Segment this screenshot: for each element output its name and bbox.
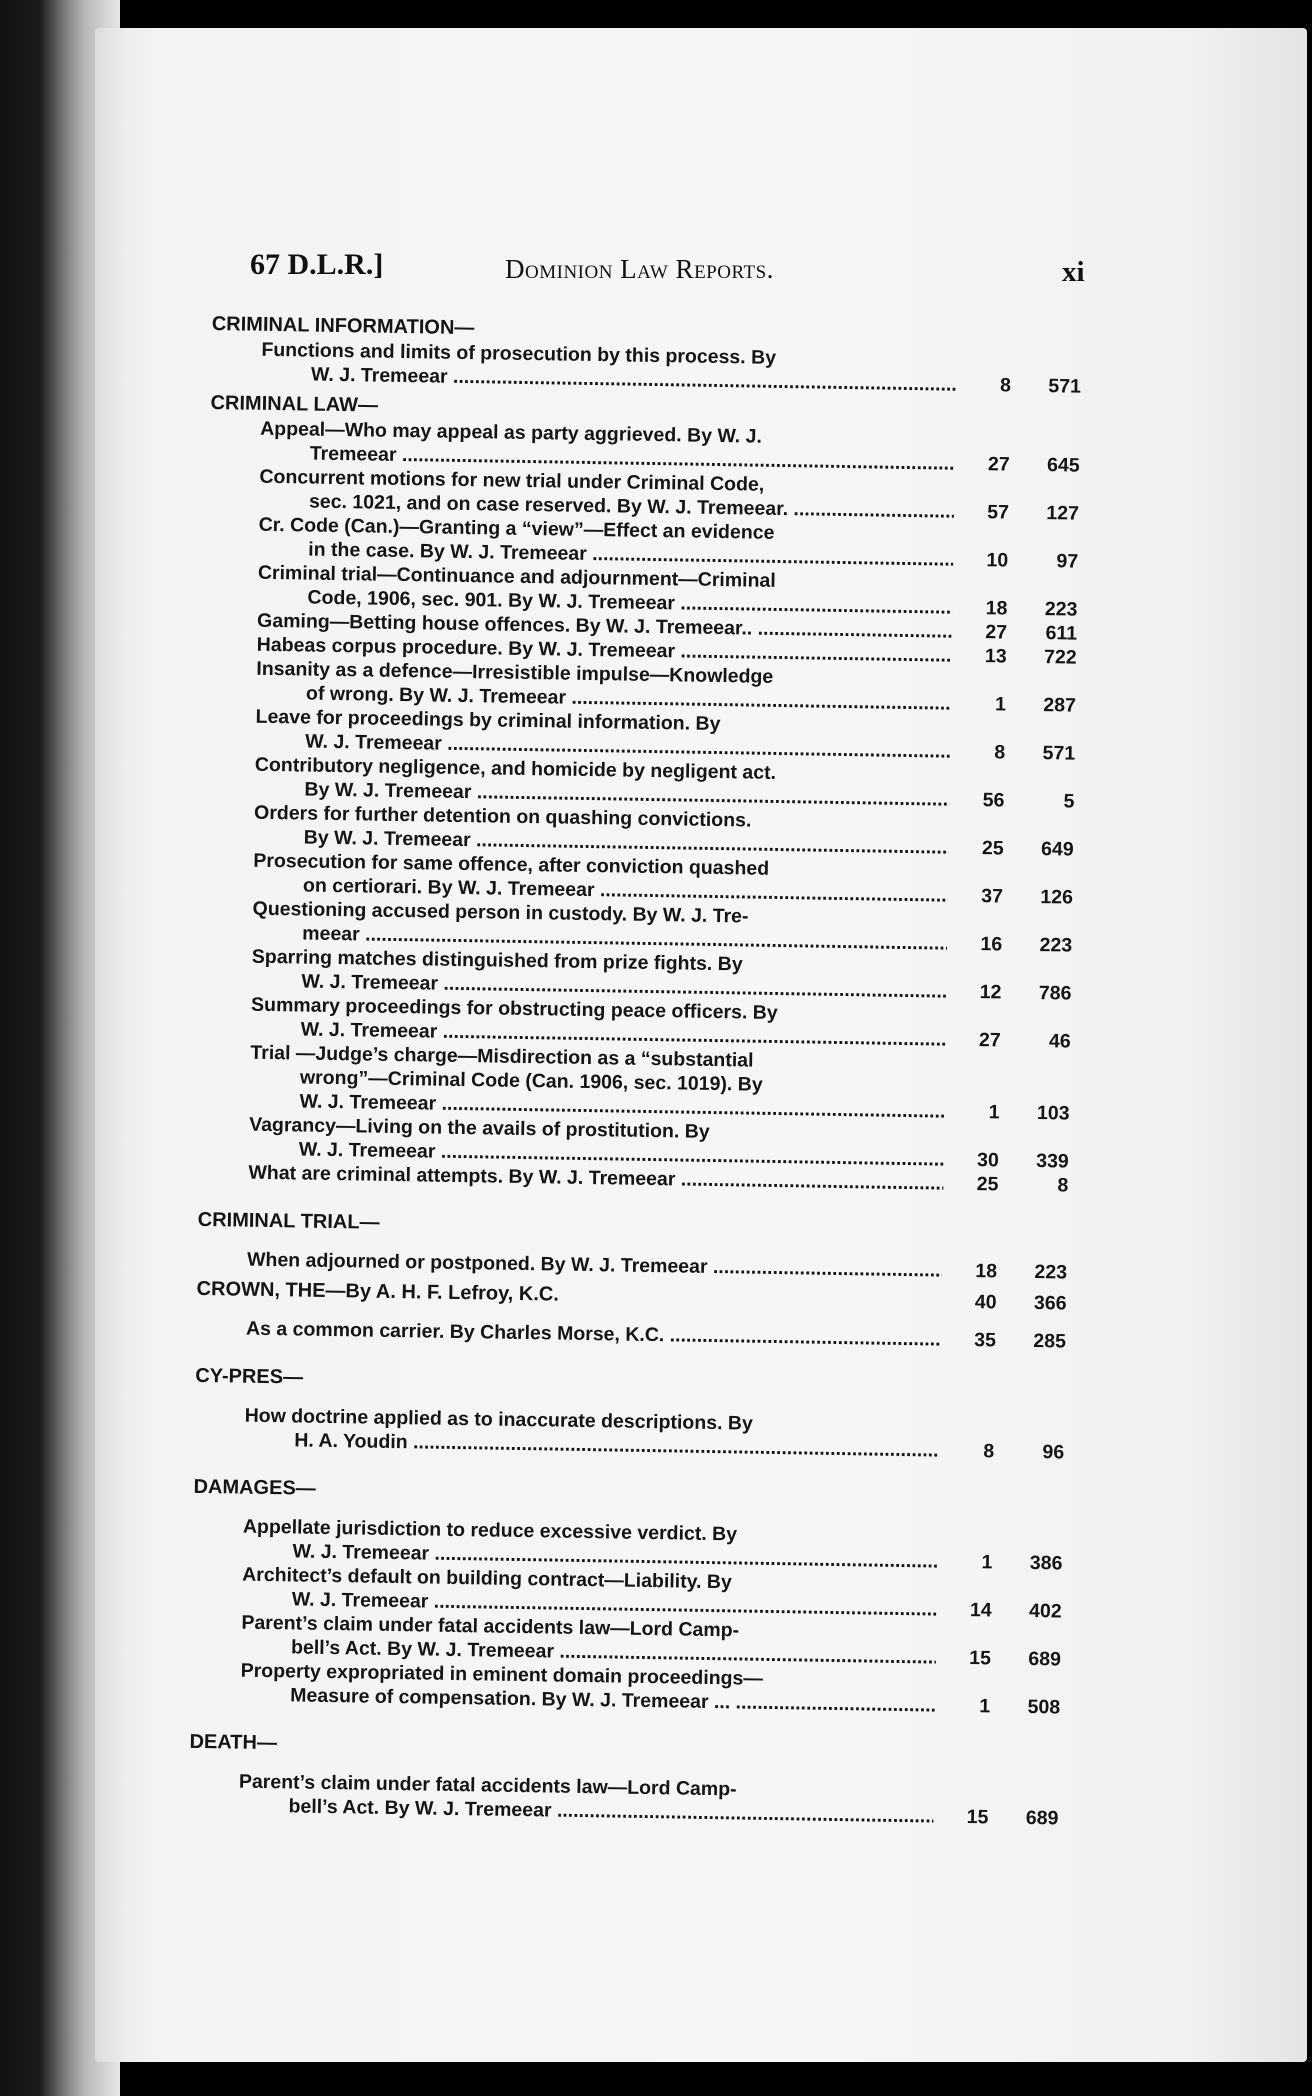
index-heading: CRIMINAL TRIAL—	[197, 1208, 380, 1234]
citation-volume: 27	[985, 621, 1008, 644]
citation-volume: 1	[994, 693, 1007, 716]
entry-citation	[946, 1328, 1076, 1354]
citation-volume: 1	[981, 1551, 993, 1574]
entry-continuation-2: W. J. Tremeear .....	[249, 1089, 944, 1124]
entry-continuation: on certiorari. By W. J. Tremeear .....	[253, 873, 948, 908]
index-heading: CRIMINAL LAW—	[210, 391, 379, 417]
entry-citation	[953, 884, 1083, 910]
citation-page: 8	[1057, 1174, 1069, 1197]
entry-citation	[952, 932, 1082, 958]
entry-text: Criminal trial—Continuance and adjournment—Criminal	[257, 561, 776, 592]
citation-volume: 8	[994, 741, 1006, 764]
entry-continuation: meear .....	[252, 921, 947, 956]
entry-text: Property expropriated in eminent domain proceedings—	[240, 1659, 764, 1690]
citation-volume: 1	[979, 1695, 991, 1718]
citation-page: 689	[1028, 1647, 1062, 1671]
entry-text: Cr. Code (Can.)—Granting a “view”—Effect an evidence	[258, 513, 775, 544]
entry-citation	[942, 1598, 1072, 1624]
citation-volume: 16	[980, 933, 1003, 956]
entry-citation	[957, 620, 1087, 646]
entry-continuation: W. J. Tremeear .....	[261, 362, 956, 397]
citation-page: 46	[1048, 1030, 1071, 1053]
entry-text: Functions and limits of prosecution by this process. By	[261, 338, 777, 369]
citation-page: 649	[1040, 838, 1074, 861]
entry-citation	[955, 740, 1085, 766]
entry-continuation: wrong”—Criminal Code (Can. 1906, sec. 1019). By	[299, 1066, 763, 1096]
index-heading: CROWN, THE—By A. H. F. Lefroy, K.C.	[196, 1277, 560, 1306]
entry-continuation: Measure of compensation. By W. J. Tremeear ... .....	[240, 1683, 935, 1718]
citation-volume: 27	[978, 1029, 1001, 1052]
entry-continuation: W. J. Tremeear .....	[255, 729, 950, 764]
citation-page: 223	[1034, 1261, 1068, 1284]
citation-volume: 57	[987, 501, 1010, 524]
entry-continuation: bell’s Act. By W. J. Tremeear .....	[238, 1794, 933, 1829]
citation-volume: 14	[969, 1599, 992, 1622]
entry-continuation: W. J. Tremeear .....	[249, 1137, 944, 1172]
entry-text: Trial —Judge’s charge—Misdirection as a “substantial	[250, 1041, 754, 1072]
entry-continuation: Tremeear .....	[260, 441, 955, 476]
entry-citation	[940, 1694, 1070, 1720]
citation-page: 97	[1056, 550, 1079, 573]
entry-citation	[960, 452, 1090, 478]
citation-volume: 1	[988, 1101, 1000, 1124]
index-heading: DAMAGES—	[193, 1475, 316, 1500]
entry-continuation: W. J. Tremeear .....	[251, 1017, 946, 1052]
entry-continuation: of wrong. By W. J. Tremeear .....	[256, 681, 951, 716]
citation-volume: 25	[976, 1173, 999, 1196]
entry-text: How doctrine applied as to inaccurate descriptions. By	[244, 1404, 753, 1435]
entry-citation	[949, 1148, 1079, 1174]
citation-page: 386	[1029, 1552, 1063, 1575]
running-header	[250, 248, 1100, 294]
entry-citation	[948, 1172, 1078, 1198]
citation-page: 287	[1043, 694, 1077, 717]
entry-citation	[938, 1805, 1068, 1831]
entry-text: Architect’s default on building contract—Liability. By	[241, 1563, 733, 1594]
index-heading: CY-PRES—	[195, 1364, 304, 1389]
index-entry	[199, 1040, 1080, 1126]
entry-text: Gaming—Betting house offences. By W. J. Tremeear.. .....	[257, 609, 952, 644]
entry-continuation: Code, 1906, sec. 901. By W. J. Tremeear .....	[257, 585, 952, 620]
citation-page: 339	[1036, 1150, 1069, 1173]
citation-volume: 18	[985, 597, 1008, 620]
citation-page: 366	[1033, 1292, 1067, 1315]
entry-continuation: By W. J. Tremeear .....	[254, 777, 949, 812]
publication-title: Dominion Law Reports.	[505, 254, 774, 284]
entry-text: Parent’s claim under fatal accidents law—Lord Camp-	[241, 1611, 740, 1642]
citation-page: 126	[1040, 886, 1074, 909]
entry-citation	[957, 596, 1087, 622]
entry-text: Contributory negligence, and homicide by negligent act.	[254, 753, 777, 784]
entry-text: Summary proceedings for obstructing peace officers. By	[250, 993, 778, 1024]
index-body	[188, 312, 1092, 1831]
entry-citation	[949, 1100, 1079, 1126]
entry-text: Appeal—Who may appeal as party aggrieved. By W. J.	[259, 417, 763, 448]
volume-reference: 67 D.L.R.]	[250, 248, 384, 281]
citation-page: 127	[1046, 502, 1080, 525]
entry-citation	[947, 1259, 1077, 1285]
citation-volume: 25	[981, 837, 1004, 860]
entry-text: Insanity as a defence—Irresistible impulse—Knowledge	[256, 657, 774, 688]
entry-citation	[941, 1646, 1071, 1672]
citation-volume: 8	[983, 1440, 995, 1463]
citation-volume: 35	[974, 1329, 997, 1352]
entry-citation	[959, 500, 1089, 526]
citation-page: 571	[1042, 742, 1076, 765]
entry-citation	[956, 692, 1086, 718]
citation-page: 103	[1036, 1102, 1070, 1125]
citation-page: 722	[1043, 646, 1077, 669]
entry-text: Vagrancy—Living on the avails of prostitution. By	[249, 1113, 710, 1143]
citation-volume: 15	[969, 1647, 992, 1670]
citation-volume: 27	[987, 453, 1010, 476]
entry-continuation: sec. 1021, and on case reserved. By W. J. Tremeear. .....	[259, 489, 954, 524]
entry-citation	[954, 788, 1084, 814]
entry-text: As a common carrier. By Charles Morse, K.C. .....	[246, 1317, 941, 1352]
citation-page: 571	[1048, 375, 1082, 398]
entry-citation	[951, 980, 1081, 1006]
entry-citation	[953, 836, 1083, 862]
citation-volume: 8	[999, 374, 1012, 397]
entry-text: When adjourned or postponed. By W. J. Tremeear .....	[247, 1248, 942, 1283]
entry-text: Concurrent motions for new trial under Criminal Code,	[259, 465, 765, 496]
index-heading: CRIMINAL INFORMATION—	[211, 312, 475, 340]
citation-volume: 30	[976, 1149, 999, 1172]
entry-text: Orders for further detention on quashing convictions.	[253, 801, 752, 832]
citation-page: 786	[1038, 982, 1072, 1005]
citation-page: 645	[1046, 454, 1080, 477]
citation-volume: 10	[986, 549, 1009, 572]
citation-page: 508	[1027, 1695, 1061, 1719]
citation-page: 96	[1042, 1441, 1065, 1464]
citation-volume: 15	[966, 1806, 989, 1829]
entry-continuation: W. J. Tremeear .....	[251, 969, 946, 1004]
entry-citation	[961, 373, 1091, 399]
citation-volume: 12	[979, 981, 1002, 1004]
entry-citation	[958, 548, 1088, 574]
citation-volume: 56	[982, 789, 1005, 812]
entry-text: Leave for proceedings by criminal information. By	[255, 705, 721, 736]
citation-page: 402	[1028, 1599, 1062, 1623]
citation-volume: 37	[981, 885, 1004, 908]
entry-citation	[942, 1550, 1072, 1576]
citation-volume: 40	[974, 1291, 997, 1314]
entry-citation	[944, 1439, 1074, 1465]
citation-page: 223	[1039, 934, 1073, 957]
entry-continuation: W. J. Tremeear .....	[242, 1587, 937, 1622]
entry-continuation: By W. J. Tremeear .....	[254, 825, 949, 860]
index-heading: DEATH—	[189, 1730, 278, 1755]
entry-citation	[957, 644, 1087, 670]
heading-citation	[946, 1290, 1076, 1316]
entry-continuation: H. A. Youdin .....	[244, 1428, 939, 1463]
citation-page: 689	[1025, 1806, 1059, 1830]
page-number: xi	[1062, 256, 1085, 288]
citation-volume: 18	[975, 1260, 998, 1283]
citation-page: 223	[1044, 598, 1078, 621]
entry-continuation: W. J. Tremeear .....	[242, 1539, 937, 1574]
entry-continuation: in the case. By W. J. Tremeear .....	[258, 537, 953, 572]
citation-page: 5	[1063, 790, 1075, 813]
entry-text: Questioning accused person in custody. By W. J. Tre-	[252, 897, 749, 928]
entry-text: What are criminal attempts. By W. J. Tremeear .....	[248, 1161, 943, 1196]
entry-text: Habeas corpus procedure. By W. J. Tremeear .....	[257, 633, 952, 668]
citation-page: 611	[1045, 622, 1078, 645]
entry-text: Appellate jurisdiction to reduce excessive verdict. By	[242, 1515, 738, 1546]
entry-continuation: bell’s Act. By W. J. Tremeear .....	[241, 1635, 936, 1670]
entry-citation	[950, 1028, 1080, 1054]
entry-text: Prosecution for same offence, after conviction quashed	[253, 849, 770, 880]
citation-page: 285	[1033, 1330, 1067, 1353]
entry-text: Sparring matches distinguished from prize fights. By	[251, 945, 743, 976]
entry-text: Parent’s claim under fatal accidents law—Lord Camp-	[238, 1770, 737, 1801]
citation-volume: 13	[984, 645, 1007, 668]
